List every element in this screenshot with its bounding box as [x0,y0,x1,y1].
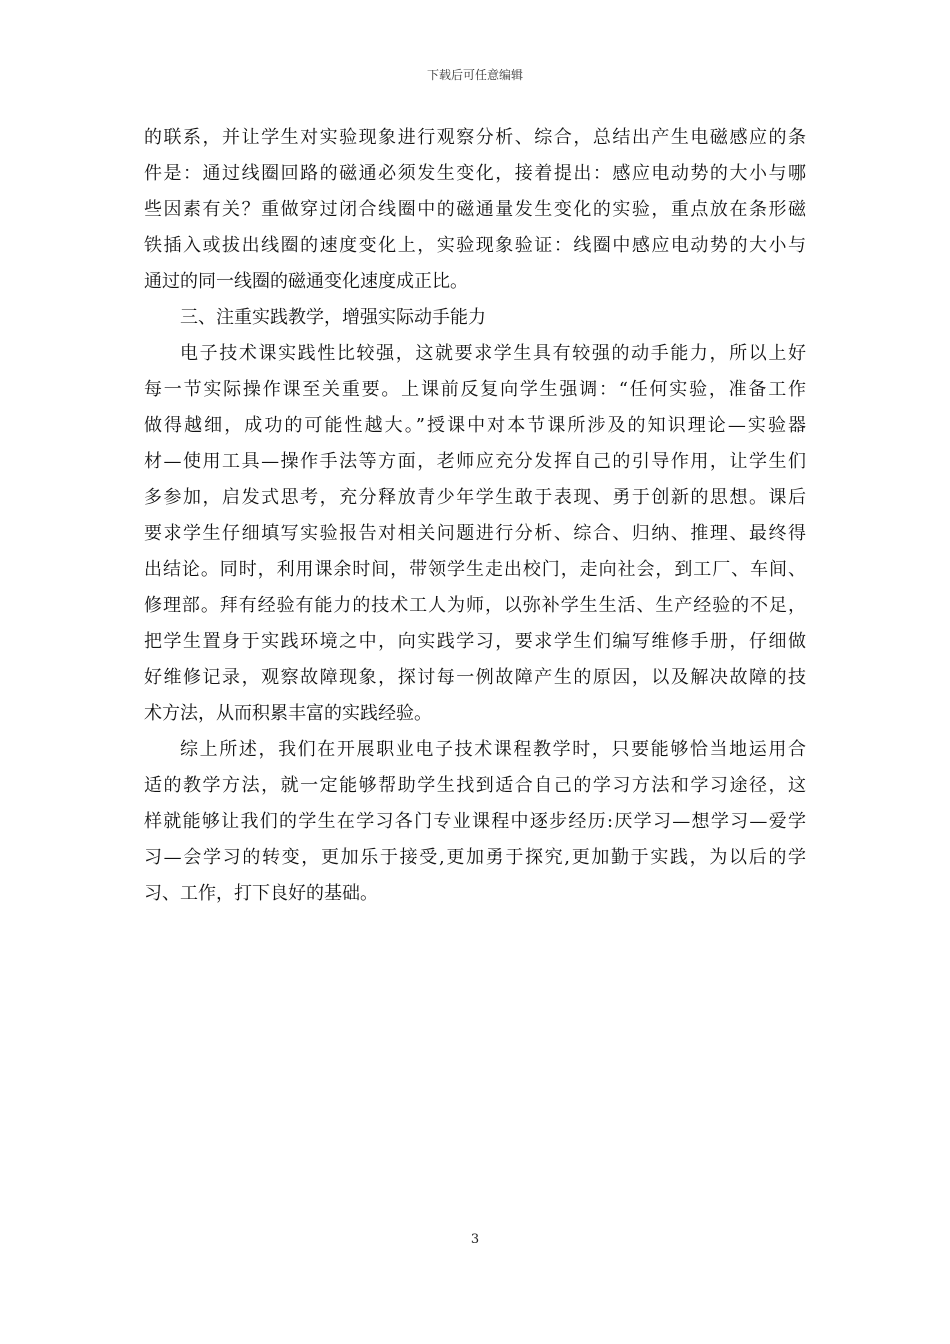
paragraph-line: 材—使用工具—操作手法等方面，老师应充分发挥自己的引导作用，让学生们 [144,451,806,472]
paragraph-line: 综上所述，我们在开展职业电子技术课程教学时，只要能够恰当地运用合 [180,739,806,760]
paragraph-line: 做得越细，成功的可能性越大。”授课中对本节课所涉及的知识理论—实验器 [144,415,806,436]
paragraph-line: 习、工作，打下良好的基础。 [144,883,378,904]
paragraph-line: 每一节实际操作课至关重要。上课前反复向学生强调：“任何实验，准备工作 [144,379,806,400]
paragraph-line: 多参加，启发式思考，充分释放青少年学生敢于表现、勇于创新的思想。课后 [144,487,806,508]
paragraph-line: 些因素有关？重做穿过闭合线圈中的磁通量发生变化的实验，重点放在条形磁 [144,199,806,220]
paragraph-line: 铁插入或拔出线圈的速度变化上，实验现象验证：线圈中感应电动势的大小与 [144,235,806,256]
page-number: 3 [470,1232,480,1247]
paragraph-line: 适的教学方法，就一定能够帮助学生找到适合自己的学习方法和学习途径，这 [144,775,806,796]
section-heading: 三、注重实践教学，增强实际动手能力 [180,307,486,328]
document-body [144,120,806,912]
paragraph-line: 把学生置身于实践环境之中，向实践学习，要求学生们编写维修手册，仔细做 [144,631,806,652]
paragraph-line: 要求学生仔细填写实验报告对相关问题进行分析、综合、归纳、推理、最终得 [144,523,806,544]
paragraph-line: 习—会学习的转变，更加乐于接受,更加勇于探究,更加勤于实践，为以后的学 [144,847,806,868]
page-header: 下载后可任意编辑 [426,68,523,82]
paragraph-line: 样就能够让我们的学生在学习各门专业课程中逐步经历:厌学习—想学习—爱学 [144,811,806,832]
paragraph-line: 好维修记录，观察故障现象，探讨每一例故障产生的原因，以及解决故障的技 [144,667,806,688]
paragraph-line: 术方法，从而积累丰富的实践经验。 [144,703,432,724]
paragraph-line: 修理部。拜有经验有能力的技术工人为师，以弥补学生生活、生产经验的不足， [144,595,806,616]
paragraph-line: 出结论。同时，利用课余时间，带领学生走出校门，走向社会，到工厂、车间、 [144,559,806,580]
paragraph-line: 的联系，并让学生对实验现象进行观察分析、综合，总结出产生电磁感应的条 [144,127,806,148]
paragraph-line: 件是：通过线圈回路的磁通必须发生变化，接着提出：感应电动势的大小与哪 [144,163,806,184]
paragraph-line: 通过的同一线圈的磁通变化速度成正比。 [144,271,468,292]
paragraph-line: 电子技术课实践性比较强，这就要求学生具有较强的动手能力，所以上好 [180,343,806,364]
